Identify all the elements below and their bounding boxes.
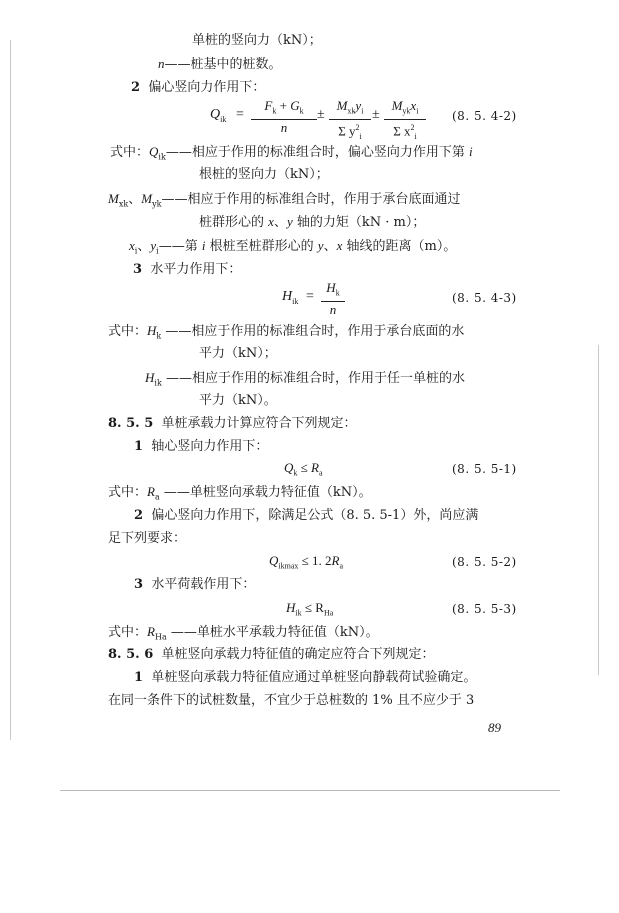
text-line: 式中：$Q_{ik}——$相应于作用的标准组合时，偏心竖向力作用下第 i xyxy=(110,144,473,162)
fraction: $M_{xk}y_i$ Σ $y^2_i$ xyxy=(329,98,371,144)
text-line: 平力（kN）； xyxy=(199,346,277,361)
equation-number: (8. 5. 5-3) xyxy=(452,602,517,616)
list-item: 3 水平荷载作用下： xyxy=(134,577,256,592)
text-line: $x_i$、$y_i——$第 i 根桩至桩群形心的 y、x 轴线的距离（m）。 xyxy=(129,238,457,256)
list-item: 1 单桩竖向承载力特征值应通过单桩竖向静载荷试验确定。 xyxy=(134,670,477,685)
text-line: 单桩的竖向力（kN）； xyxy=(192,33,322,48)
section-heading: 8. 5. 6 单桩竖向承载力特征值的确定应符合下列规定： xyxy=(108,647,435,662)
text-line: 平力（kN）。 xyxy=(199,393,277,408)
fraction: $M_{yk}x_i$ Σ $x^2_i$ xyxy=(384,98,426,144)
list-item: 3 水平力作用下： xyxy=(133,262,242,277)
fraction: $\frac{F_k + G_k}{n}$ xyxy=(251,98,317,135)
text-line: $M_{xk}$、$M_{yk}——$相应于作用的标准组合时，作用于承台底面通过 xyxy=(108,191,461,209)
text-line: 根桩的竖向力（kN）； xyxy=(199,167,329,182)
equation-number: (8. 5. 4-2) xyxy=(452,109,517,123)
text-line: 在同一条件下的试桩数量，不宜少于总桩数的 1% 且不应少于 3 xyxy=(108,693,475,708)
list-item: 1 轴心竖向力作用下： xyxy=(134,439,269,454)
equation-number: (8. 5. 5-1) xyxy=(452,462,517,476)
scan-artifact-line xyxy=(60,790,560,791)
list-item: 2 偏心竖向力作用下，除满足公式（8. 5. 5-1）外，尚应满 xyxy=(134,508,479,523)
page-number: 89 xyxy=(488,720,501,735)
text-line: 足下列要求： xyxy=(108,531,187,546)
scan-edge-right xyxy=(598,345,599,675)
text-line: 式中：$R_{Ha}$ ——单桩水平承载力特征值（kN）。 xyxy=(108,624,379,642)
scan-edge-left xyxy=(10,40,11,740)
text-line: 式中：$H_k$ ——相应于作用的标准组合时，作用于承台底面的水 xyxy=(108,323,465,341)
equation-number: (8. 5. 5-2) xyxy=(452,555,517,569)
section-heading: 8. 5. 5 单桩承载力计算应符合下列规定： xyxy=(108,416,357,431)
text-line: $H_{ik}$ ——相应于作用的标准组合时，作用于任一单桩的水 xyxy=(145,370,465,388)
equation-number: (8. 5. 4-3) xyxy=(452,291,517,305)
document-page: 单桩的竖向力（kN）； n——桩基中的桩数。 2 偏心竖向力作用下： $Q_{ik}$ = $\frac{F_k + G_k}{n}$ ± $M_{xk}y_i$ Σ $y^2_i$ ± $M_{yk}x_i$ Σ $x^2_i$ (8. 5. 4-2) 式中：$Q_{ik}——$相应于作用的标准组合时，偏心竖向力作用下第 i 根桩的竖向力（kN）； $M_{xk}$、$M_{yk}——$相应于作用的标准组合时，作用于承台底面通过 桩群形心的 x、y 轴的力矩（kN · m）； $x_i$、$y_i——$第 i 根桩至桩群形心的 y、x 轴线的距离（m）。 3 水平力作用下： $H_{ik}$ = $\frac{H_k}{n}$ (8. 5. 4-3) 式中：$H_k$ ——相应于作用的标准组合时，作用于承台底面的水 平力（kN）； $H_{ik}$ ——相应于作用的标准组合时，作用于任一单桩的水 平力（kN）。 8. 5. 5 单桩承载力计算应符合下列规定： 1 轴心竖向力作用下： $Q_k \le R_a$ (8. 5. 5-1) 式中：$R_a$ ——单桩竖向承载力特征值（kN）。 2 偏心竖向力作用下，除满足公式（8. 5. 5-1）外，尚应满 足下列要求： $Q_{ikmax} \le 1$. $2R_a$ (8. 5. 5-2) 3 水平荷载作用下： $H_{ik} \le R_{Ha}$ (8. 5. 5-3) 式中：$R_{Ha}$ ——单桩水平承载力特征值（kN）。 8. 5. 6 单桩竖向承载力特征值的确定应符合下列规定： 1 单桩竖向承载力特征值应通过单桩竖向静载荷试验确定。 在同一条件下的试桩数量，不宜少于总桩数的 1% 且不应少于 3 89 xyxy=(0,0,619,913)
text-line: 式中：$R_a$ ——单桩竖向承载力特征值（kN）。 xyxy=(108,484,372,502)
list-item: 2 偏心竖向力作用下： xyxy=(131,80,266,95)
text-line: n——桩基中的桩数。 xyxy=(158,56,282,72)
text-line: 桩群形心的 x、y 轴的力矩（kN · m）； xyxy=(199,214,426,230)
fraction: $\frac{H_k}{n}$ xyxy=(321,280,345,317)
